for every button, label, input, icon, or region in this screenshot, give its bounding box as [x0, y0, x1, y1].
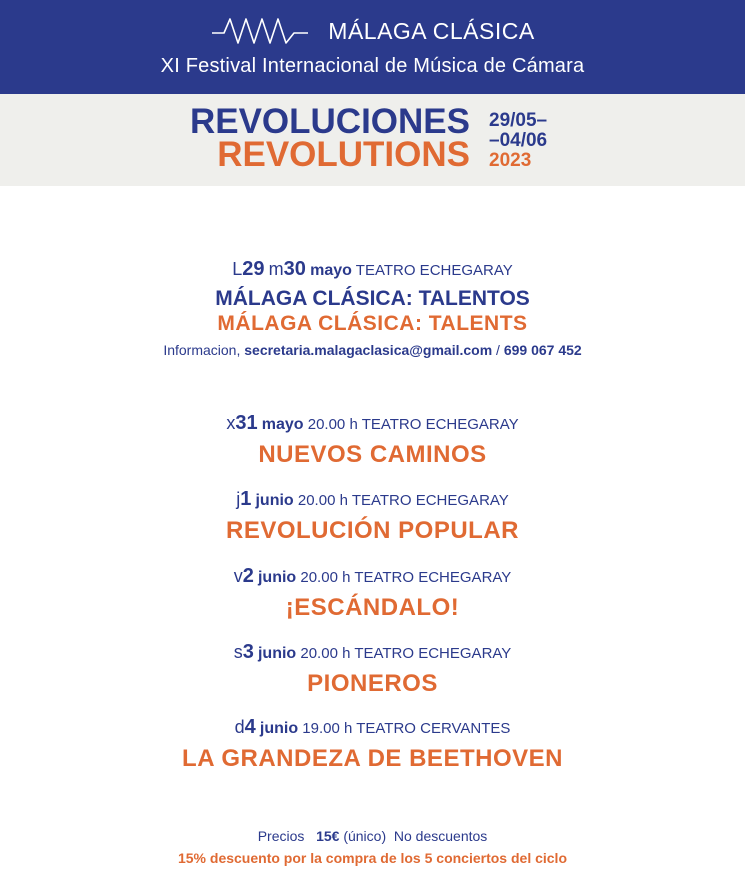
time: 20.00 h — [300, 569, 351, 586]
concert-item — [0, 641, 745, 698]
day-letter: L — [232, 259, 243, 279]
day-letter: x — [226, 413, 236, 433]
venue: TEATRO ECHEGARAY — [354, 569, 512, 586]
event-title-es: MÁLAGA CLÁSICA: TALENTOS — [215, 287, 530, 310]
day-letter: d — [234, 717, 245, 737]
info-label: Informacion, — [163, 342, 241, 358]
time: 20.00 h — [297, 492, 348, 509]
theme-title-es: REVOLUCIONES — [189, 102, 470, 141]
month: junio — [255, 492, 294, 509]
concert-title: ¡ESCÁNDALO! — [285, 594, 460, 621]
day-number: 30 — [283, 258, 306, 280]
concert-item — [0, 412, 745, 469]
concert-title: LA GRANDEZA DE BEETHOVEN — [182, 745, 563, 772]
concert-item — [0, 716, 745, 773]
event-when — [0, 641, 745, 664]
month: mayo — [310, 262, 352, 279]
discount-note: 15% descuento por la compra de los 5 conciertos del ciclo — [177, 850, 567, 866]
event-when — [0, 565, 745, 588]
venue: TEATRO ECHEGARAY — [355, 262, 513, 279]
event-talentos — [0, 258, 745, 358]
prices-label: Precios — [257, 828, 305, 844]
month: junio — [259, 720, 299, 737]
day-number: 2 — [242, 565, 254, 587]
concert-title: PIONEROS — [307, 670, 438, 697]
theme-title — [186, 102, 470, 174]
contact-email[interactable]: secretaria.malagaclasica@gmail.com — [244, 342, 493, 358]
price-amount: 15€ — [316, 828, 340, 844]
day-letter: v — [233, 566, 243, 586]
waveform-logo-icon — [210, 14, 310, 48]
venue: TEATRO ECHEGARAY — [351, 492, 509, 509]
concert-item — [0, 488, 745, 545]
prices-line — [0, 828, 745, 844]
month: junio — [257, 645, 297, 662]
day-number: 1 — [240, 488, 252, 510]
time: 20.00 h — [307, 416, 358, 433]
contact-info — [0, 342, 745, 358]
date-end: –04/06 — [489, 130, 548, 151]
day-letter: m — [268, 259, 284, 279]
theme-band — [0, 94, 745, 186]
concert-item — [0, 565, 745, 622]
festival-year: 2023 — [489, 150, 532, 171]
concert-title: NUEVOS CAMINOS — [258, 441, 487, 468]
contact-phone[interactable]: 699 067 452 — [503, 342, 582, 358]
venue: TEATRO ECHEGARAY — [361, 416, 519, 433]
brand-row — [0, 14, 745, 48]
theme-title-en: REVOLUTIONS — [217, 135, 470, 174]
festival-subtitle: XI Festival Internacional de Música de Cámara — [160, 55, 585, 77]
month: mayo — [261, 416, 304, 433]
day-number: 31 — [235, 412, 258, 434]
no-discount-note: No descuentos — [393, 828, 488, 844]
time: 19.00 h — [302, 720, 353, 737]
day-letter: s — [233, 642, 243, 662]
event-title-en: MÁLAGA CLÁSICA: TALENTS — [217, 312, 528, 335]
date-start: 29/05– — [489, 110, 548, 131]
time: 20.00 h — [300, 645, 351, 662]
venue: TEATRO ECHEGARAY — [354, 645, 512, 662]
venue: TEATRO CERVANTES — [356, 720, 511, 737]
day-number: 3 — [242, 641, 254, 663]
event-when — [0, 412, 745, 435]
event-when — [0, 258, 745, 281]
day-number: 29 — [242, 258, 265, 280]
event-when — [0, 488, 745, 511]
info-separator: / — [496, 342, 500, 358]
event-when — [0, 716, 745, 739]
month: junio — [257, 569, 297, 586]
day-letter: j — [236, 489, 241, 509]
brand-name: MÁLAGA CLÁSICA — [328, 17, 535, 44]
day-number: 4 — [244, 716, 256, 738]
festival-dates — [489, 111, 547, 171]
price-note: (único) — [343, 828, 387, 844]
concert-title: REVOLUCIÓN POPULAR — [225, 517, 519, 544]
festival-header — [0, 0, 745, 94]
